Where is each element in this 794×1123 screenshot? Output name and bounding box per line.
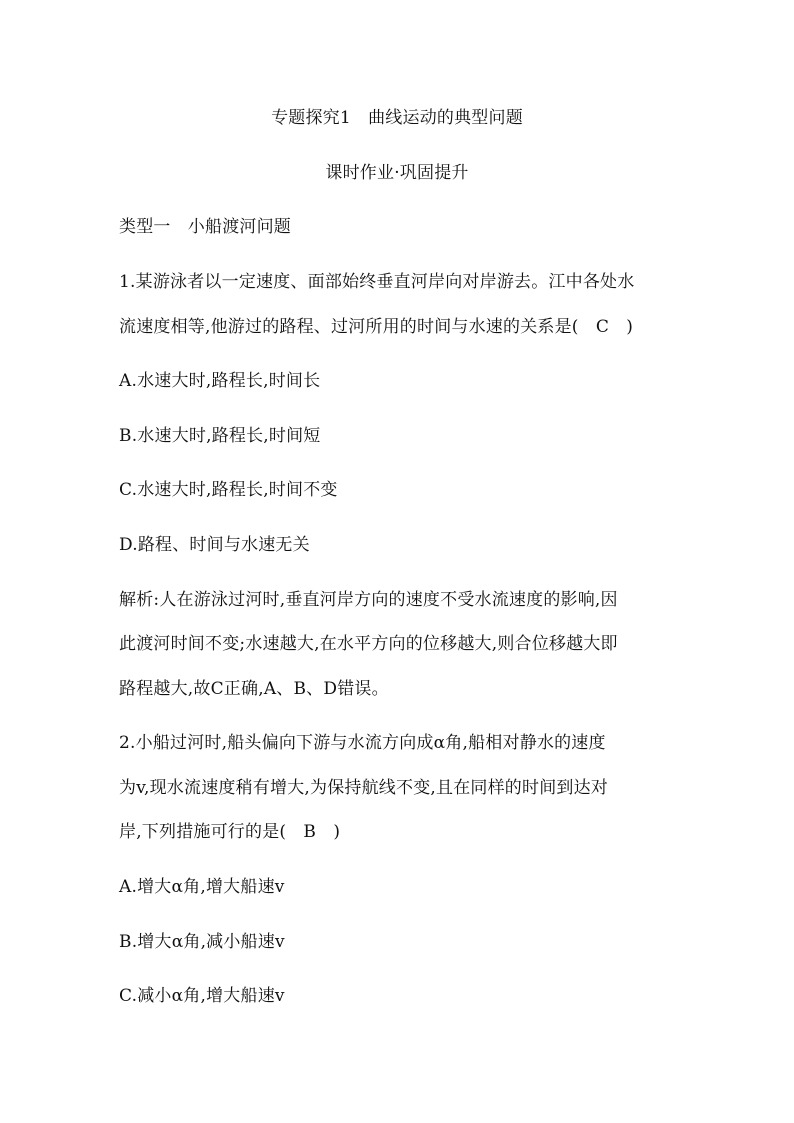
question-2-stem-line-3: 岸,下列措施可行的是( B ) [119, 822, 341, 842]
question-1-stem-line-2: 流速度相等,他游过的路程、过河所用的时间与水速的关系是( C ) [119, 317, 634, 337]
question-1-analysis-line-2: 此渡河时间不变;水速越大,在水平方向的位移越大,则合位移越大即 [119, 634, 618, 654]
question-2-stem-line-2: 为v,现水流速度稍有增大,为保持航线不变,且在同样的时间到达对 [119, 778, 608, 798]
page-title: 专题探究1 曲线运动的典型问题 [271, 108, 523, 128]
question-2-option-c: C.减小α角,增大船速v [119, 986, 285, 1006]
question-1-option-c: C.水速大时,路程长,时间不变 [119, 480, 338, 500]
section-heading: 类型一 小船渡河问题 [119, 217, 291, 237]
question-1-option-a: A.水速大时,路程长,时间长 [119, 371, 321, 391]
question-1-analysis-line-3: 路程越大,故C正确,A、B、D错误。 [119, 679, 389, 699]
question-1-option-b: B.水速大时,路程长,时间短 [119, 426, 321, 446]
question-1-stem-line-1: 1.某游泳者以一定速度、面部始终垂直河岸向对岸游去。江中各处水 [119, 272, 635, 292]
question-2-option-a: A.增大α角,增大船速v [119, 877, 285, 897]
question-2-stem-line-1: 2.小船过河时,船头偏向下游与水流方向成α角,船相对静水的速度 [119, 733, 606, 753]
page-subtitle: 课时作业·巩固提升 [325, 163, 469, 183]
question-1-option-d: D.路程、时间与水速无关 [119, 535, 310, 555]
question-2-option-b: B.增大α角,减小船速v [119, 932, 285, 952]
question-1-analysis-line-1: 解析:人在游泳过河时,垂直河岸方向的速度不受水流速度的影响,因 [119, 590, 618, 610]
